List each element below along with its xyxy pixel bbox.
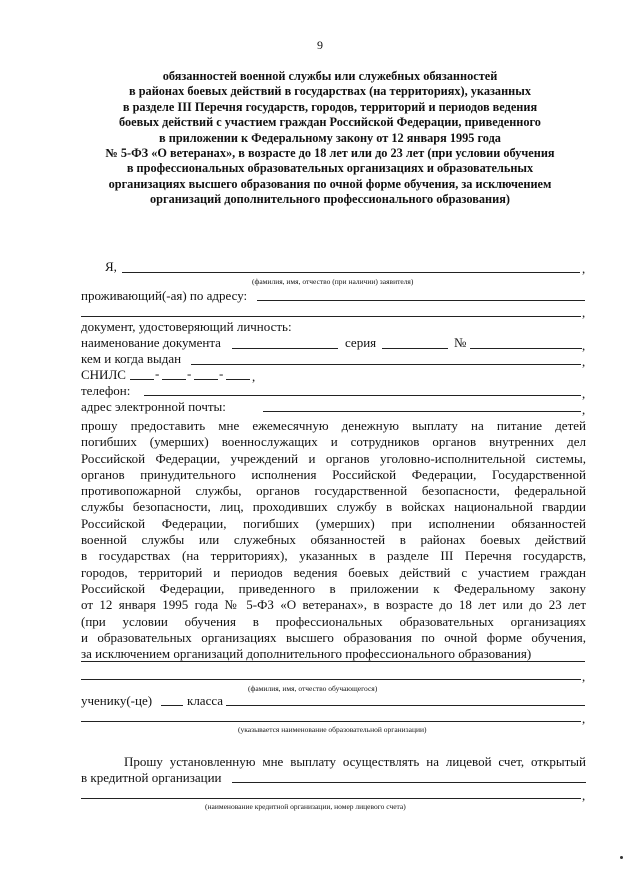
scan-dot: [620, 856, 623, 859]
address-field[interactable]: [257, 300, 585, 301]
body-line: Российской Федерации, приведенного в приложении к Федеральному закону: [81, 580, 586, 596]
student-name-field-1[interactable]: [81, 661, 585, 662]
applicant-name-caption: (фамилия, имя, отчество (при наличии) заявителя): [252, 277, 414, 286]
issued-field[interactable]: [191, 364, 581, 365]
body-line: от 12 января 1995 года № 5-ФЗ «О ветеранах», в возрасте до 18 лет или до 23 лет: [81, 597, 586, 613]
body-line: Российской Федерации, учреждений и органов уголовно-исполнительной системы,: [81, 450, 586, 466]
comma: ,: [582, 261, 586, 276]
comma: ,: [582, 788, 586, 803]
body-line: городов, территорий и периодов ведения боевых действий с участием граждан: [81, 564, 586, 580]
body-line: за исключением организаций дополнительного профессионального образования): [81, 646, 532, 662]
title-line: № 5-ФЗ «О ветеранах», в возрасте до 18 лет или до 23 лет (при условии обучения: [105, 146, 555, 161]
identity-doc-label: документ, удостоверяющий личность:: [81, 319, 292, 334]
student-name-caption: (фамилия, имя, отчество обучающегося): [248, 684, 378, 693]
student-name-field-2[interactable]: [81, 679, 581, 680]
snils-field-1[interactable]: [130, 379, 154, 380]
snils-field-2[interactable]: [162, 379, 186, 380]
pupil-label: ученику(-це): [81, 693, 153, 708]
class-field[interactable]: [161, 705, 183, 706]
bank-field-2[interactable]: [81, 798, 581, 799]
document-title: [70, 69, 590, 208]
payment-request-text: Прошу установленную мне выплату осуществлять на лицевой счет, открытый: [124, 754, 586, 769]
doc-name-label: наименование документа: [81, 335, 221, 350]
comma: ,: [582, 669, 586, 684]
bank-field-1[interactable]: [232, 782, 586, 783]
comma: ,: [252, 369, 256, 384]
bank-caption: (наименование кредитной организации, номер лицевого счета): [205, 802, 406, 811]
body-line: и образовательных организациях высшего образования по очной форме обучения,: [81, 629, 586, 645]
title-line: организаций дополнительного профессионального образования): [150, 192, 510, 207]
series-field[interactable]: [382, 348, 448, 349]
phone-field[interactable]: [144, 395, 581, 396]
comma: ,: [582, 305, 586, 320]
address-label: проживающий(-ая) по адресу:: [81, 288, 248, 303]
title-line: в профессиональных образовательных организациях и образовательных: [126, 161, 534, 176]
school-field-1[interactable]: [226, 705, 585, 706]
comma: ,: [582, 338, 586, 353]
body-line: службы безопасности, лиц, проходивших службу в войсках национальной гвардии: [81, 499, 586, 515]
doc-name-field[interactable]: [232, 348, 338, 349]
snils-field-4[interactable]: [226, 379, 250, 380]
body-line: органов принудительного исполнения Российской Федерации, Государственной: [81, 466, 586, 482]
body-line: прошу предоставить мне ежемесячную денежную выплату на питание детей: [81, 418, 586, 433]
ya-label: Я,: [105, 259, 117, 274]
email-label: адрес электронной почты:: [81, 399, 226, 414]
email-field[interactable]: [263, 411, 581, 412]
comma: ,: [582, 354, 586, 369]
page-number: 9: [317, 38, 323, 52]
series-label: серия: [345, 335, 377, 350]
body-line: (при условии обучения в профессиональных образовательных организациях: [81, 613, 586, 629]
comma: ,: [582, 711, 586, 726]
number-label: №: [454, 335, 467, 350]
school-field-2[interactable]: [81, 721, 581, 722]
title-line: в разделе III Перечня государств, городов, территорий и периодов ведения: [122, 99, 538, 114]
comma: ,: [582, 386, 586, 401]
doc-number-field[interactable]: [470, 348, 582, 349]
body-line: в государствах (на территориях), указанных в разделе III Перечня государств,: [81, 548, 586, 564]
phone-label: телефон:: [81, 383, 131, 398]
address-field-2[interactable]: [81, 316, 581, 317]
title-line: организациях высшего образования по очной форме обучения, за исключением: [108, 176, 552, 191]
snils-field-3[interactable]: [194, 379, 218, 380]
applicant-name-field[interactable]: [122, 272, 580, 273]
class-label: класса: [187, 693, 224, 708]
body-line: Российской Федерации, погибших (умерших) при исполнении обязанностей: [81, 515, 586, 531]
title-line: в приложении к Федеральному закону от 12 января 1995 года: [159, 130, 501, 145]
body-line: военной службы или служебных обязанностей в районах боевых действий: [81, 532, 586, 548]
snils-label: СНИЛС: [81, 367, 126, 382]
title-line: обязанностей военной службы или служебных обязанностей: [162, 69, 498, 83]
title-line: в районах боевых действий в государствах (на территориях), указанных: [129, 84, 531, 99]
school-caption: (указывается наименование образовательной организации): [238, 725, 427, 734]
body-line: противопожарной службы, органов государственной безопасности, федеральной: [81, 483, 586, 499]
comma: ,: [582, 402, 586, 417]
body-line: погибших (умерших) военнослужащих и сотрудников органов внутренних дел: [81, 434, 586, 450]
title-line: боевых действий с участием граждан Российской Федерации, приведенного: [119, 115, 541, 130]
request-body: [81, 418, 586, 662]
issued-label: кем и когда выдан: [81, 351, 182, 366]
bank-label: в кредитной организации: [81, 770, 222, 785]
